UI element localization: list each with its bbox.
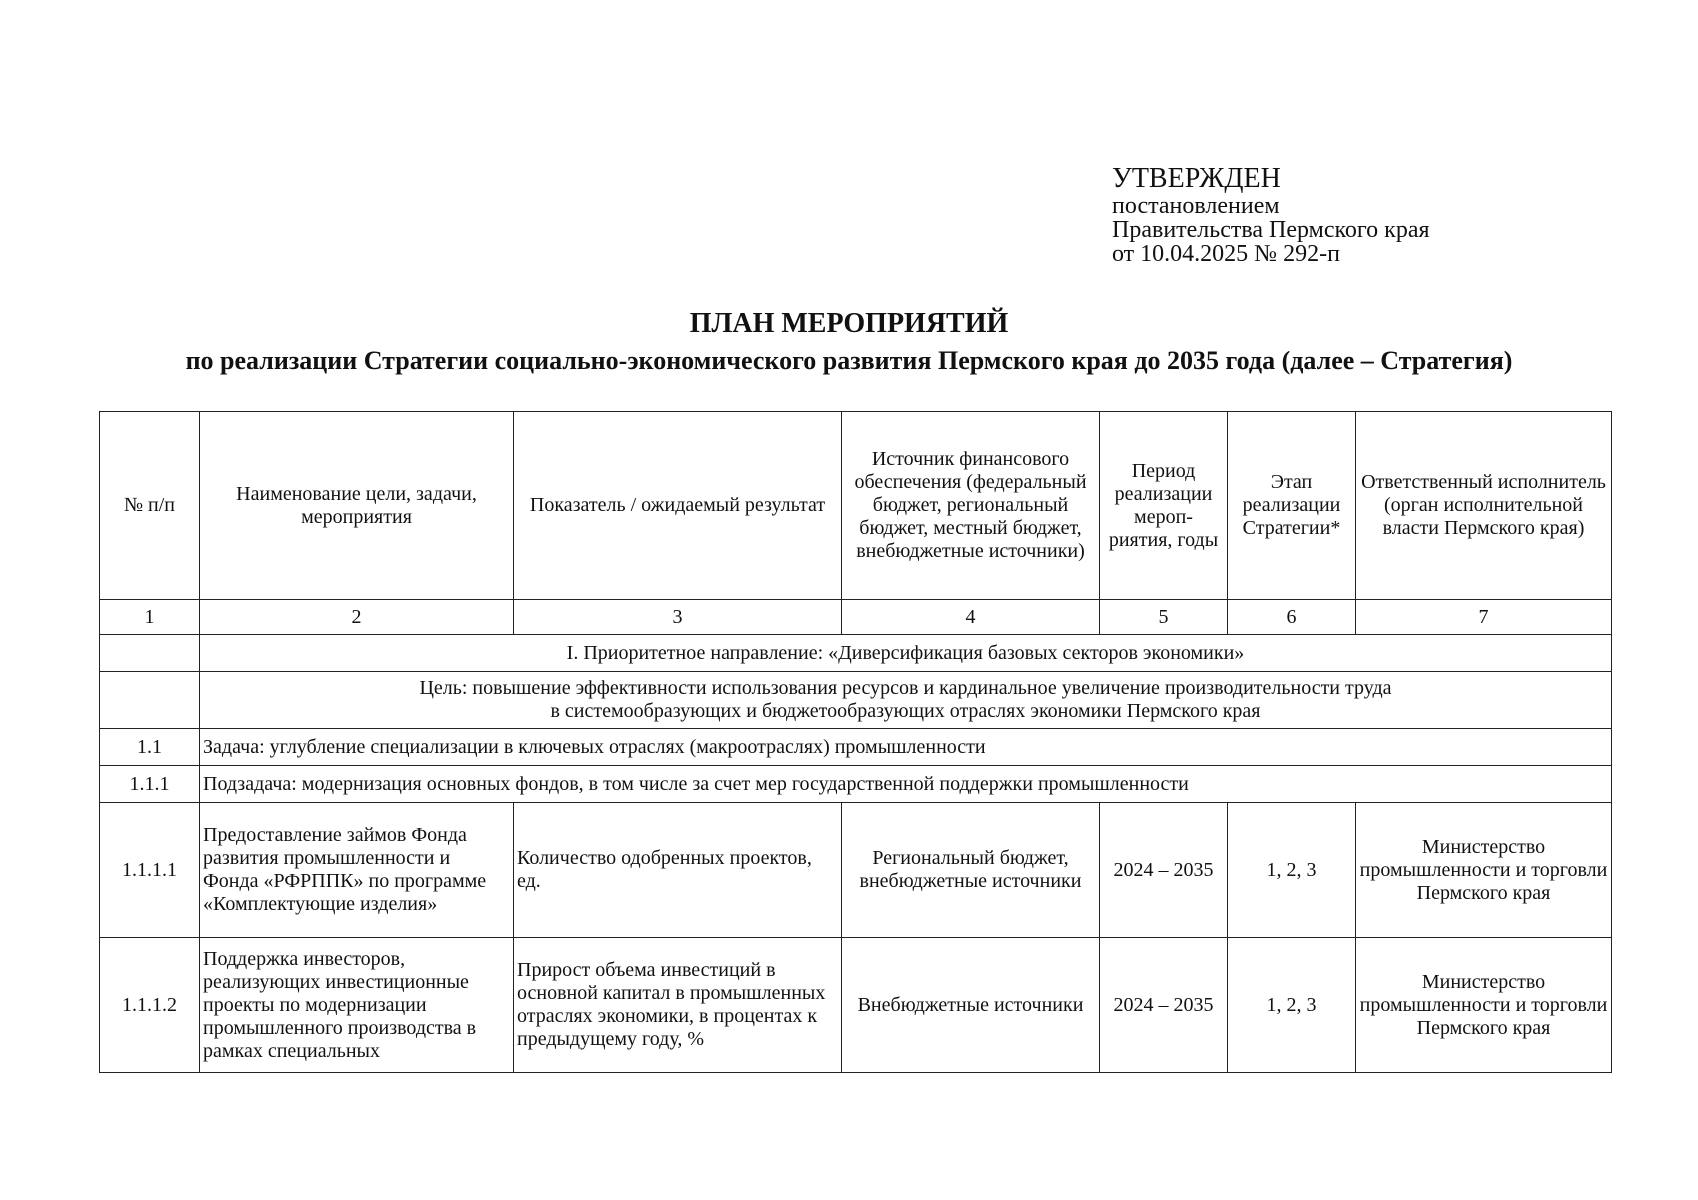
header-cell-period: Период реализации мероп-риятия, годы [1100,412,1228,600]
row-executor: Министерство промышленности и торговли Пермского края [1356,803,1612,938]
column-number: 7 [1356,600,1612,635]
document-subtitle: по реализации Стратегии социально-экономического развития Пермского края до 2035 года (далее – Стратегия) [185,346,1513,375]
column-number: 5 [1100,600,1228,635]
row-number: 1.1.1.1 [100,803,200,938]
row-name: Поддержка инвесторов, реализующих инвестиционные проекты по модернизации промышленного производства в рамках специальных [200,938,514,1073]
column-number-row [100,600,1612,635]
column-number: 6 [1228,600,1356,635]
row-source: Внебюджетные источники [842,938,1100,1073]
task-row [100,729,1612,766]
empty-cell [100,635,200,672]
task-number: 1.1 [100,729,200,766]
row-stage: 1, 2, 3 [1228,938,1356,1073]
table-row [100,803,1612,938]
approval-stamp [1112,164,1430,266]
goal-text-line: Цель: повышение эффективности использования ресурсов и кардинальное увеличение производительности труда [419,677,1392,699]
goal-cell [200,672,1612,729]
document-title: ПЛАН МЕРОПРИЯТИЙ [689,308,1009,339]
subtask-number: 1.1.1 [100,766,200,803]
header-cell-name: Наименование цели, задачи, мероприятия [200,412,514,600]
goal-row [100,672,1612,729]
approval-line: Правительства Пермского края [1112,217,1430,243]
row-number: 1.1.1.2 [100,938,200,1073]
goal-text-line: в системообразующих и бюджетообразующих отраслях экономики Пермского края [550,700,1261,722]
table-row [100,938,1612,1073]
approval-title: УТВЕРЖДЕН [1112,163,1281,194]
header-cell-executor: Ответственный исполнитель (орган исполнительной власти Пермского края) [1356,412,1612,600]
header-cell-indicator: Показатель / ожидаемый результат [514,412,842,600]
column-number: 1 [100,600,200,635]
row-indicator: Количество одобренных проектов, ед. [514,803,842,938]
header-cell-stage: Этап реализации Стратегии* [1228,412,1356,600]
row-stage: 1, 2, 3 [1228,803,1356,938]
header-cell-source: Источник финансового обеспечения (федеральный бюджет, региональный бюджет, местный бюджет, внебюджетные источники) [842,412,1100,600]
column-number: 4 [842,600,1100,635]
header-cell-number: № п/п [100,412,200,600]
empty-cell [100,672,200,729]
plan-table [99,411,1612,1073]
subtask-row [100,766,1612,803]
row-name: Предоставление займов Фонда развития промышленности и Фонда «РФРППК» по программе «Комплектующие изделия» [200,803,514,938]
row-period: 2024 – 2035 [1100,938,1228,1073]
column-number: 3 [514,600,842,635]
row-indicator: Прирост объема инвестиций в основной капитал в промышленных отраслях экономики, в процентах к предыдущему году, % [514,938,842,1073]
section-title: I. Приоритетное направление: «Диверсификация базовых секторов экономики» [200,635,1612,672]
row-period: 2024 – 2035 [1100,803,1228,938]
approval-date: от 10.04.2025 № 292-п [1112,241,1340,267]
column-number: 2 [200,600,514,635]
subtask-text: Подзадача: модернизация основных фондов, в том числе за счет мер государственной поддержки промышленности [200,766,1612,803]
task-text: Задача: углубление специализации в ключевых отраслях (макроотраслях) промышленности [200,729,1612,766]
row-executor: Министерство промышленности и торговли Пермского края [1356,938,1612,1073]
section-row [100,635,1612,672]
table-header-row [100,412,1612,600]
row-source: Региональный бюджет, внебюджетные источники [842,803,1100,938]
approval-line: постановлением [1112,193,1280,219]
